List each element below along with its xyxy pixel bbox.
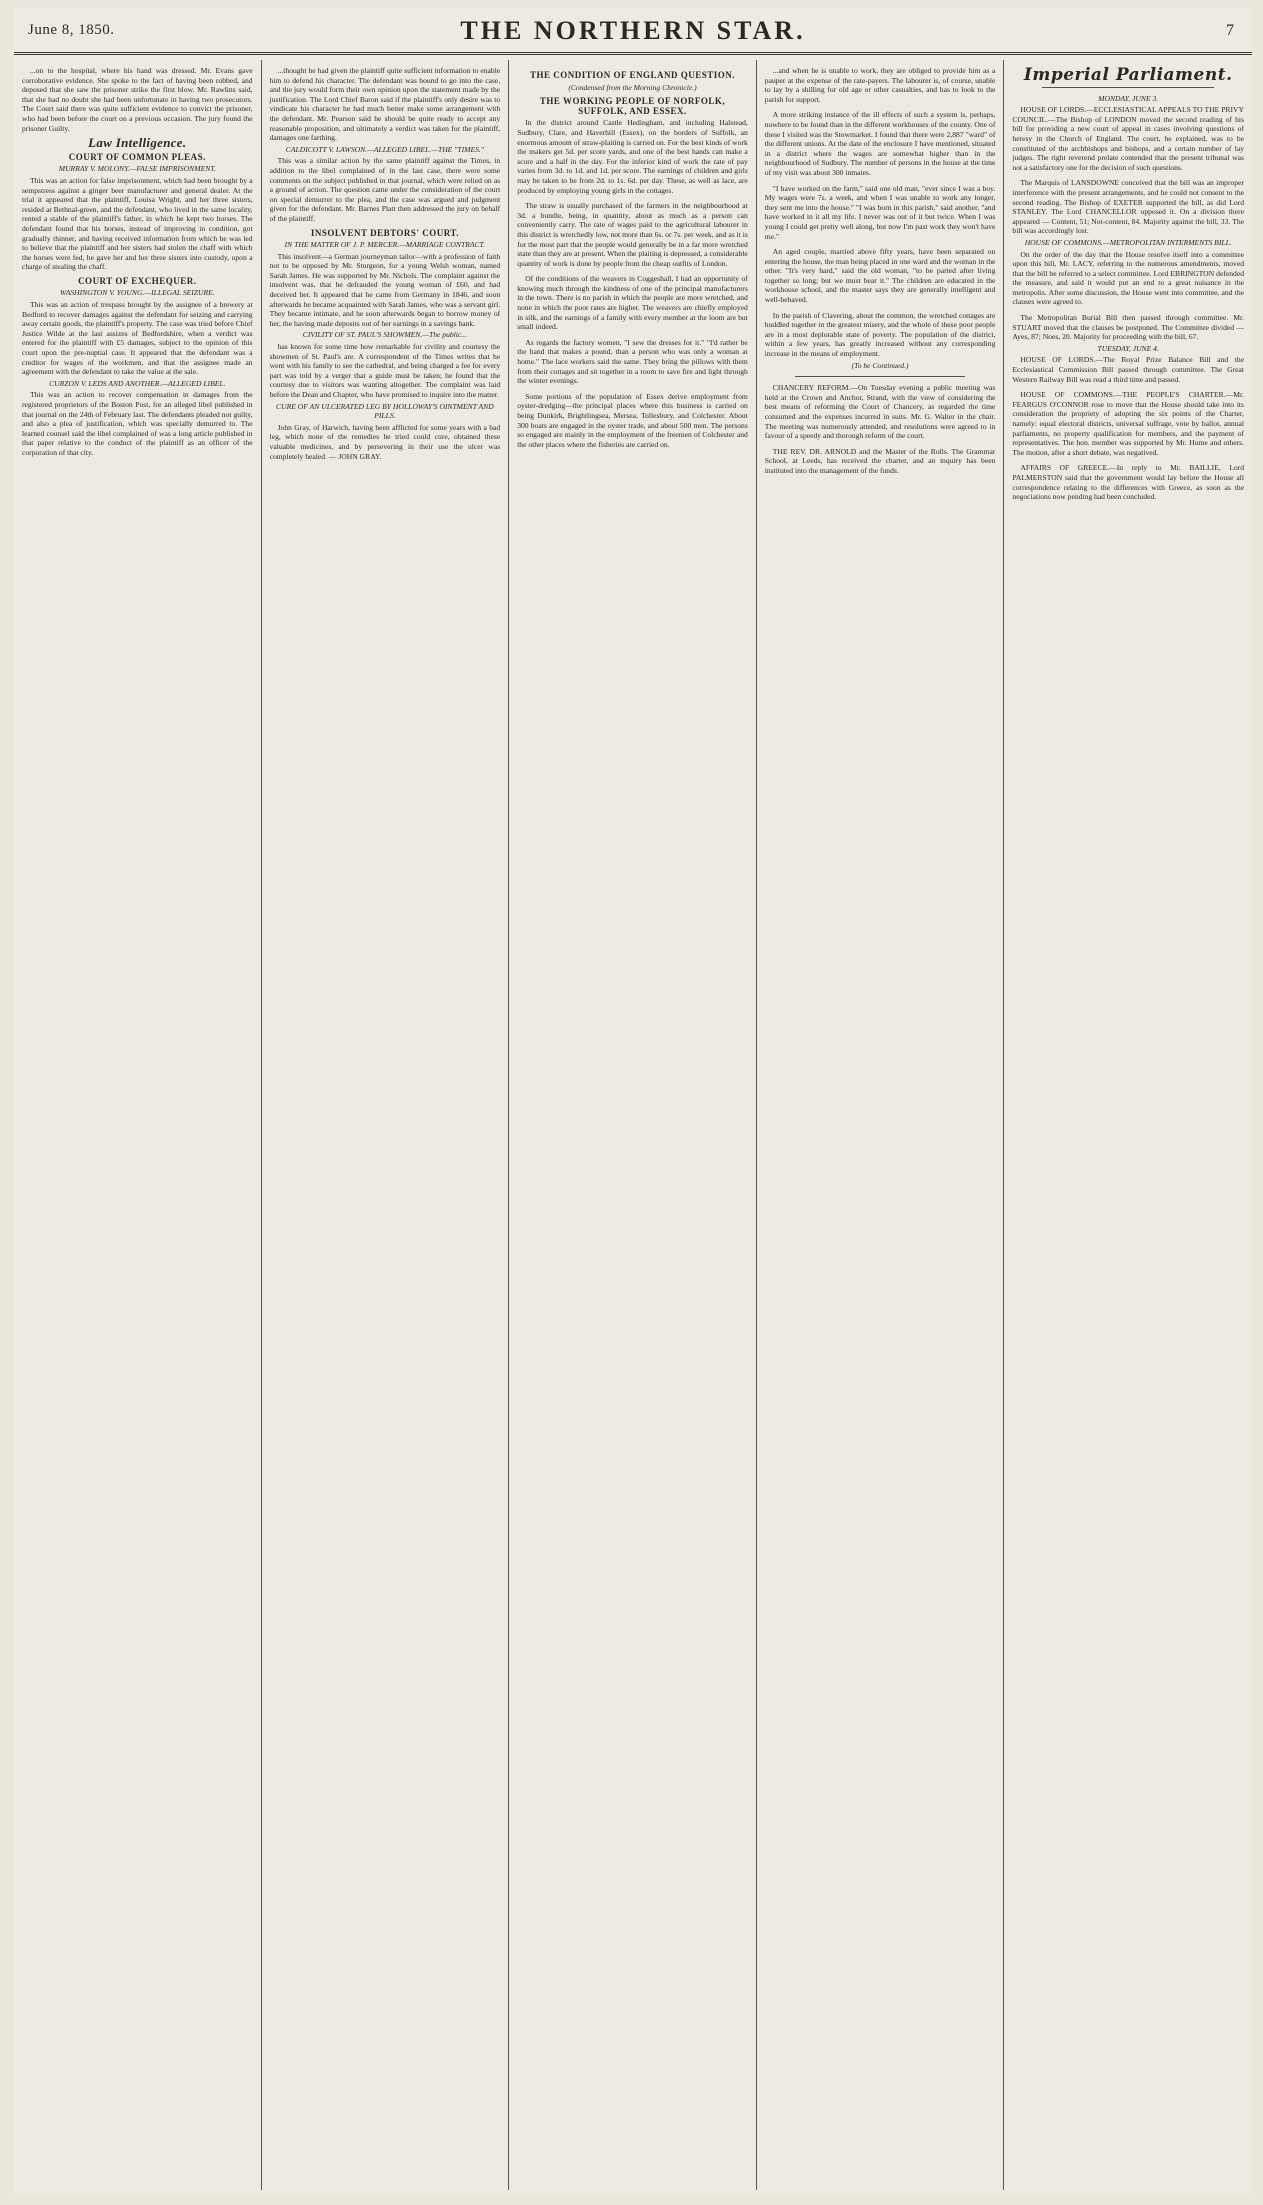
article-paragraph: This was an action for false imprisonment, which had been brought by a sempstress against a ginger beer manufacturer and general dealer. At the trial it appeared that the plaintiff, Louisa Wright, and her three sisters, resided at Bethnal-green, and the defendant, who lived in the same locality, rented a stable of the plaintiff's father, in which he kept two horses. The defendant found that his horses, instead of improving in condition, got gradually thinner, and having received information from which he was led to believe that the plaintiff and her sisters had stolen the chaff with which the horses were fed, he gave her and her three sisters into custody, upon a charge of stealing the chaff. (22, 175, 253, 272)
article-paragraph: This was an action to recover compensation in damages from the registered proprietors of the Boston Post, for an alleged libel published in that journal on the 24th of February last. The defendants pleaded not guilty, and also a plea of justification, which was specially demurred to. The learned counsel said the libel complained of was a long article published in that paper relative to the conduct of the plaintiff as an officer of the corporation of that city. (22, 390, 253, 457)
article-subheading: IN THE MATTER OF J. P. MERCER.—MARRIAGE CONTRACT. (284, 240, 486, 250)
section-heading: INSOLVENT DEBTORS' COURT. (310, 227, 459, 238)
columns-container (14, 60, 1252, 2190)
article-subheading: HOUSE OF COMMONS.—METROPOLITAN INTERMENTS BILL. (1024, 237, 1232, 247)
article-paragraph: ...on to the hospital, where his hand was dressed. Mr. Evans gave corroborative evidence. She spoke to the fact of having been robbed, and deposed that she saw the prisoner strike the first blow. Mr. Rawlins said, that she had no doubt she had been unfortunate in having two prosecutors. The Court said there was quite sufficient evidence to convict the prisoner, who had been before the court on a previous occasion. The jury found the prisoner Guilty. (22, 66, 253, 133)
article-subheading: WASHINGTON V. YOUNG.—ILLEGAL SEIZURE. (59, 288, 215, 298)
article-subheading: (To be Continued.) (851, 360, 909, 370)
article-subheading: TUESDAY, JUNE 4. (1097, 343, 1159, 353)
column-3 (509, 60, 757, 2190)
article-subheading: CURZON V. LEDS AND ANOTHER.—ALLEGED LIBEL. (49, 378, 226, 388)
article-paragraph: This was an action of trespass brought by the assignee of a brewery at Bedford to recover damages against the defendant for seizing and carrying away certain goods, the plaintiff's property. The case was tried before Chief Justice Wilde at the last assizes of Bedfordshire, when a verdict was entered for the plaintiff with £5 damages, subject to the opinion of this court upon the pre-nuptial case. It appeared that the defendant was a creditor for wages of the workmen, and that the assignee made an agreement with the defendant to take the value at the sale. (22, 300, 253, 377)
article-paragraph: HOUSE OF LORDS.—ECCLESIASTICAL APPEALS TO THE PRIVY COUNCIL.—The Bishop of LONDON moved the second reading of his bill for providing a new court of appeal in cases involving questions of heresy in the Church of England. The court, he explained, was to be constituted of the archbishops and bishops, and a certain number of lay judges. The right reverend prelate contended that the present tribunal was not a satisfactory one for the decision of such questions. (1012, 105, 1244, 172)
section-heading: Law Intelligence. (88, 135, 187, 151)
article-subheading: CALDICOTT V. LAWSON.—ALLEGED LIBEL.—THE "TIMES." (285, 144, 484, 154)
article-paragraph: The straw is usually purchased of the farmers in the neighbourhood at 3d. a bundle, being, in quantity, about as much as a person can conveniently carry. The rate of wages paid to the agricultural labourer in this district is wretchedly low, not more than 6s. or 7s. per week, and as it is for the most part that the people would generally be in a far more wretched state than they are at present. When the plaiting is depressed, a considerable quantity of work is done by people from the cheap outfits of London. (517, 201, 748, 268)
article-paragraph: In the district around Castle Hedingham, and including Halstead, Sudbury, Clare, and Haverhill (Essex), on the borders of Suffolk, an enormous amount of straw-plaiting is carried on. For the best kinds of work the makers get 5d. per score yards, and one of the best hands can make a score and a half in the day. For the inferior kind of work the rate of pay varies from 3d. to 1d. and 1d. per score. The earnings of children and girls may be taken to be from 2d. to 1s. 6d. per day. These, as well as lace, are produced by employing young girls in the cottages. (517, 118, 748, 195)
column-rule (795, 376, 966, 377)
masthead (14, 8, 1252, 55)
article-paragraph: As regards the factory women, "I sew the dresses for it." "I'd rather be the hand that makes a pound, than a person who was only a woman at home." The lace workers said the same. They bring the pillows with them from their cottages and sit together in a room to save fire and light through the winter evenings. (517, 337, 748, 386)
article-paragraph: This insolvent—a German journeyman tailor—with a profession of faith not to be opposed by Mr. Sturgeon, for a young Welsh woman, named Sarah James. He was supported by Mr. Nichols. The complaint against the insolvent was, that he defrauded the young woman of £60, and had deceived her. It appeared that he came from Germany in 1846, and soon afterwards he became acquainted with Sarah James, who was a servant girl. They became intimate, and he soon afterwards began to borrow money of her, the having made deposits out of her earnings in a savings bank. (269, 251, 501, 328)
column-5 (1004, 60, 1252, 2190)
column-2 (262, 60, 510, 2190)
page-number: 7 (1226, 22, 1234, 39)
article-paragraph: A more striking instance of the ill effects of such a system is, perhaps, nowhere to be found than in the different workhouses of the county. One of these I visited was the Stowmarket. I found that there were 2,887 "ward" of the different unions. At the date of the enclosure I have mentioned, situated in a district where the wages are somewhat higher than in the neighbourhood of Sudbury. The number of persons in the house at the time of my visit was about 300 inmates. (764, 110, 996, 177)
section-heading: Imperial Parliament. (1023, 65, 1233, 85)
section-heading: THE CONDITION OF ENGLAND QUESTION. (530, 70, 735, 80)
article-paragraph: CHANCERY REFORM.—On Tuesday evening a public meeting was held at the Crown and Anchor, Strand, with the view of considering the best means of reforming the Court of Chancery, as regarded the time consumed and the expenses incurred in suits. Mr. G. Walter in the chair. The meeting was numerously attended, and resolutions were agreed to in favour of a speedy and thorough reform of the court. (764, 383, 996, 441)
newspaper-page (14, 8, 1252, 2196)
issue-date: June 8, 1850. (28, 22, 115, 38)
column-4 (757, 60, 1005, 2190)
article-paragraph: Some portions of the population of Essex derive employment from oyster-dredging—the principal places where this business is carried on being Dunkirk, Brightlingsea, Mersea, Tollesbury, and Colchester. About 300 boats are engaged in the oyster trade, and about 500 men. The persons so engaged are mainly in the employment of the freemen of Colchester and the other places where the fisheries are carried on. (517, 391, 748, 449)
article-subheading: MONDAY, JUNE 3. (1098, 93, 1159, 103)
article-subheading: CURE OF AN ULCERATED LEG BY HOLLOWAY'S OINTMENT AND PILLS. (276, 401, 494, 421)
article-subheading: MURRAY V. MOLONY.—FALSE IMPRISONMENT. (58, 164, 216, 174)
article-paragraph: In the parish of Clavering, about the common, the wretched cottages are huddled together in the greatest misery, and the whole of these poor people are in a most deplorable state of poverty. The population of the district, within a few years, has greatly increased without any corresponding increase in the means of employment. (764, 310, 996, 359)
article-paragraph: This was a similar action by the same plaintiff against the Times, in addition to the libel complained of in the last case, there were some comments on the subject published in that journal, which were relied on as a ground of action. The question came under the consideration of the court on special demurrer to the plea, and the case was argued and judgment given for the defendant. Mr. Barnes Platt then addressed the jury on behalf of the plaintiff. (269, 156, 501, 223)
article-paragraph: ...thought he had given the plaintiff quite sufficient information to enable him to defend his character. The defendant was bound to go into the case, and the jury would form their own opinion upon the statement made by the justification. The Lord Chief Baron said if the plaintiff's only desire was to vindicate his character he had much better make some arrangement with the defendant. Mr. Pearson said he should be quite ready to accept any reasonable proposition, and ultimately a verdict was taken for the plaintiff, damages one farthing. (269, 66, 501, 143)
section-heading: THE WORKING PEOPLE OF NORFOLK, SUFFOLK, AND ESSEX. (539, 96, 726, 116)
article-paragraph: John Gray, of Harwich, having been afflicted for some years with a bad leg, which none of the remedies he tried could cure, obtained these valuable medicines, and by persevering in their use the ulcer was completely healed. — JOHN GRAY. (269, 422, 501, 461)
column-1 (14, 60, 262, 2190)
article-paragraph: The Metropolitan Burial Bill then passed through committee. Mr. STUART moved that the clauses be postponed. The Committee divided — Ayes, 87; Noes, 20. Majority for proceeding with the bill, 67. (1012, 313, 1244, 342)
article-paragraph: has known for some time how remarkable for civility and courtesy the showmen of St. Paul's are. A correspondent of the Times writes that he went with his family to see the cathedral, and being charged a fee for every part was told by a verger that a guide must be taken; he found that the courtesy due to visitors was wanting altogether. The complaint was laid before the Dean and Chapter, who have promised to inquire into the matter. (269, 342, 501, 399)
article-paragraph: ...and when he is unable to work, they are obliged to provide him as a pauper at the expense of the rate-payers. The labourer is, of course, unable to lay by a shilling for old age or other casualties, and has to look to the parish for support. (764, 66, 996, 104)
article-paragraph: "I have worked on the farm," said one old man, "ever since I was a boy. My wages were 7s. a week, and when I was unable to work any longer, they sent me into the house." "I was born in this parish," said another, "and have worked in it all my life. I never was out of it but twice. When I was young I could get pretty well along, but now I'm past work they won't have me." (764, 183, 996, 241)
article-paragraph: The Marquis of LANSDOWNE conceived that the bill was an improper interference with the present arrangements, and he could not consent to the second reading. The Bishop of EXETER supported the bill, as did Lord STANLEY. The Lord CHANCELLOR opposed it. On a division there appeared — Content, 51; Not-content, 84. Majority against the bill, 33. The bill was accordingly lost. (1012, 178, 1244, 236)
section-heading: COURT OF EXCHEQUER. (78, 275, 197, 286)
article-paragraph: On the order of the day that the House resolve itself into a committee upon this bill, Mr. LACY, referring to the numerous amendments, moved that the bill be referred to a select committee. Lord EBRINGTON defended the measure, and said it would put an end to a great nuisance in the metropolis. After some discussion, the House went into committee, and the clauses were agreed to. (1012, 249, 1244, 307)
article-paragraph: HOUSE OF COMMONS.—THE PEOPLE'S CHARTER.—Mr. FEARGUS O'CONNOR rose to move that the House should take into its consideration the propriety of adopting the six points of the Charter, namely: equal electoral districts, universal suffrage, vote by ballot, annual parliaments, no property qualification for members, and the payment of representatives. The hon. member was supported by Mr. Hume and others. The motion, after a short debate, was negatived. (1012, 390, 1244, 457)
article-paragraph: THE REV. DR. ARNOLD and the Master of the Rolls. The Grammar School, at Leeds, has received the charter, and an inquiry has been instituted into the management of the funds. (764, 446, 996, 475)
article-subheading: (Condensed from the Morning Chronicle.) (568, 82, 697, 92)
article-paragraph: HOUSE OF LORDS.—The Royal Prize Balance Bill and the Ecclesiastical Commission Bill passed through committee. The Great Western Railway Bill was read a third time and passed. (1012, 355, 1244, 384)
newspaper-title: THE NORTHERN STAR. (460, 16, 806, 45)
section-heading: COURT OF COMMON PLEAS. (68, 151, 206, 162)
article-paragraph: Of the conditions of the weavers in Coggeshall, I had an opportunity of knowing much through the kindness of one of the principal manufacturers in the town. There is no parish in which the people are more wretched, and none in which the poor rates are higher. The weavers are chiefly employed in silk, and the earnings of a family with every member at the loom are but small indeed. (517, 274, 748, 332)
article-subheading: CIVILITY OF ST. PAUL'S SHOWMEN.—The public... (302, 330, 467, 340)
article-paragraph: AFFAIRS OF GREECE.—In reply to Mr. BAILLIE, Lord PALMERSTON said that the government would lay before the House all correspondence relating to the differences with Greece, as soon as the negociations now pending had been concluded. (1012, 463, 1244, 502)
article-paragraph: An aged couple, married above fifty years, have been separated on entering the house, the man being placed in one ward and the woman in the other. "It's very hard," said the old woman, "to be parted after living together so long; but we must bear it." The children are educated in the workhouse school, and the master says they are generally intelligent and well-behaved. (764, 247, 996, 305)
column-rule (1042, 87, 1214, 88)
